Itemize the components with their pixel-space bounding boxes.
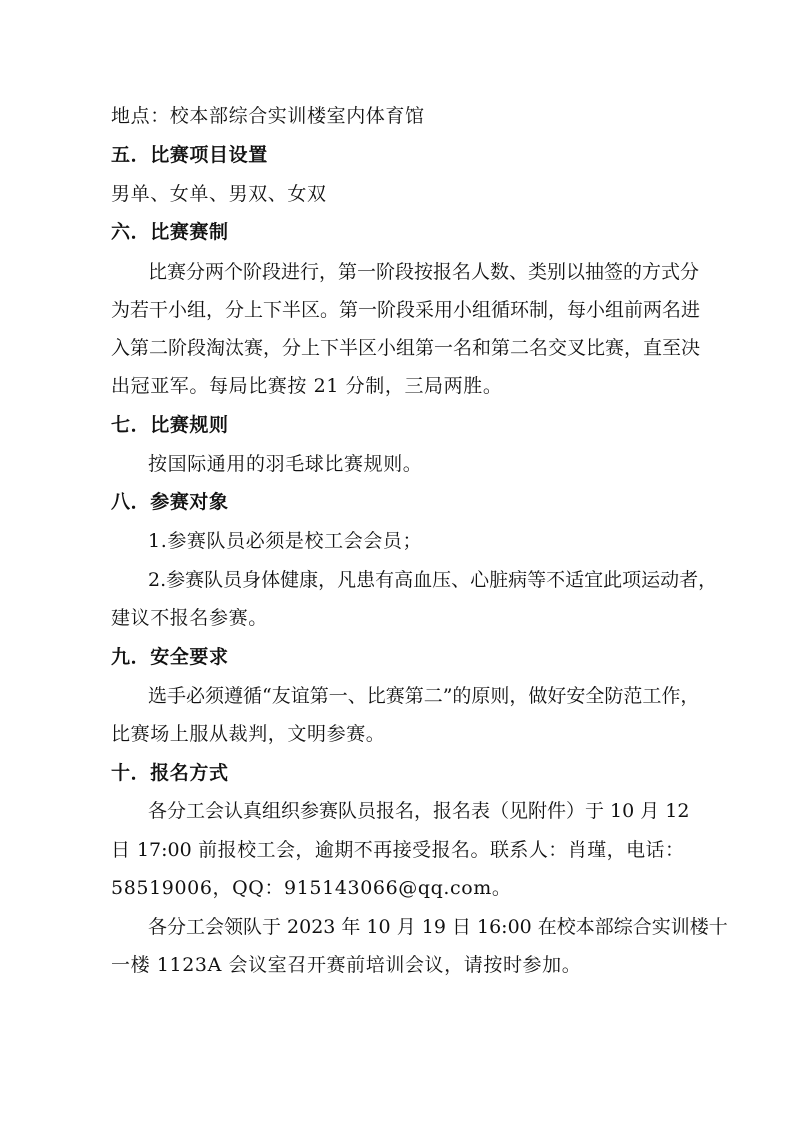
section-10-line: 各分工会认真组织参赛队员报名，报名表（见附件）于 10 月 12 xyxy=(148,800,690,822)
section-heading-9: 九．安全要求 xyxy=(111,646,229,668)
section-heading-8: 八．参赛对象 xyxy=(111,491,229,513)
location-line: 地点：校本部综合实训楼室内体育馆 xyxy=(111,105,425,127)
section-10-line: 58519006，QQ：915143066@qq.com。 xyxy=(111,877,512,899)
section-10-line: 一楼 1123A 会议室召开赛前培训会议，请按时参加。 xyxy=(111,954,582,976)
section-9-line: 比赛场上服从裁判，文明参赛。 xyxy=(111,723,386,745)
section-6-line: 出冠亚军。每局比赛按 21 分制，三局两胜。 xyxy=(111,375,503,397)
section-heading-6: 六．比赛赛制 xyxy=(111,221,229,243)
section-10-line: 日 17:00 前报校工会，逾期不再接受报名。联系人：肖瑾，电话： xyxy=(111,839,684,861)
section-heading-5: 五．比赛项目设置 xyxy=(111,144,268,166)
section-heading-10: 十．报名方式 xyxy=(111,762,229,784)
section-6-line: 入第二阶段淘汰赛，分上下半区小组第一名和第二名交叉比赛，直至决 xyxy=(111,337,701,359)
section-8-line: 建议不报名参赛。 xyxy=(111,607,268,629)
section-6-line: 比赛分两个阶段进行，第一阶段按报名人数、类别以抽签的方式分 xyxy=(148,261,700,283)
section-8-line: 2.参赛队员身体健康，凡患有高血压、心脏病等不适宜此项运动者， xyxy=(148,569,718,591)
section-10-line: 各分工会领队于 2023 年 10 月 19 日 16:00 在校本部综合实训楼十 xyxy=(148,916,728,938)
section-5-content: 男单、女单、男双、女双 xyxy=(111,183,327,205)
section-8-line: 1.参赛队员必须是校工会会员； xyxy=(148,530,423,552)
section-7-content: 按国际通用的羽毛球比赛规则。 xyxy=(148,453,423,475)
section-heading-7: 七．比赛规则 xyxy=(111,414,229,436)
section-9-line: 选手必须遵循“友谊第一、比赛第二”的原则，做好安全防范工作， xyxy=(148,685,700,707)
section-6-line: 为若干小组，分上下半区。第一阶段采用小组循环制，每小组前两名进 xyxy=(111,299,701,321)
